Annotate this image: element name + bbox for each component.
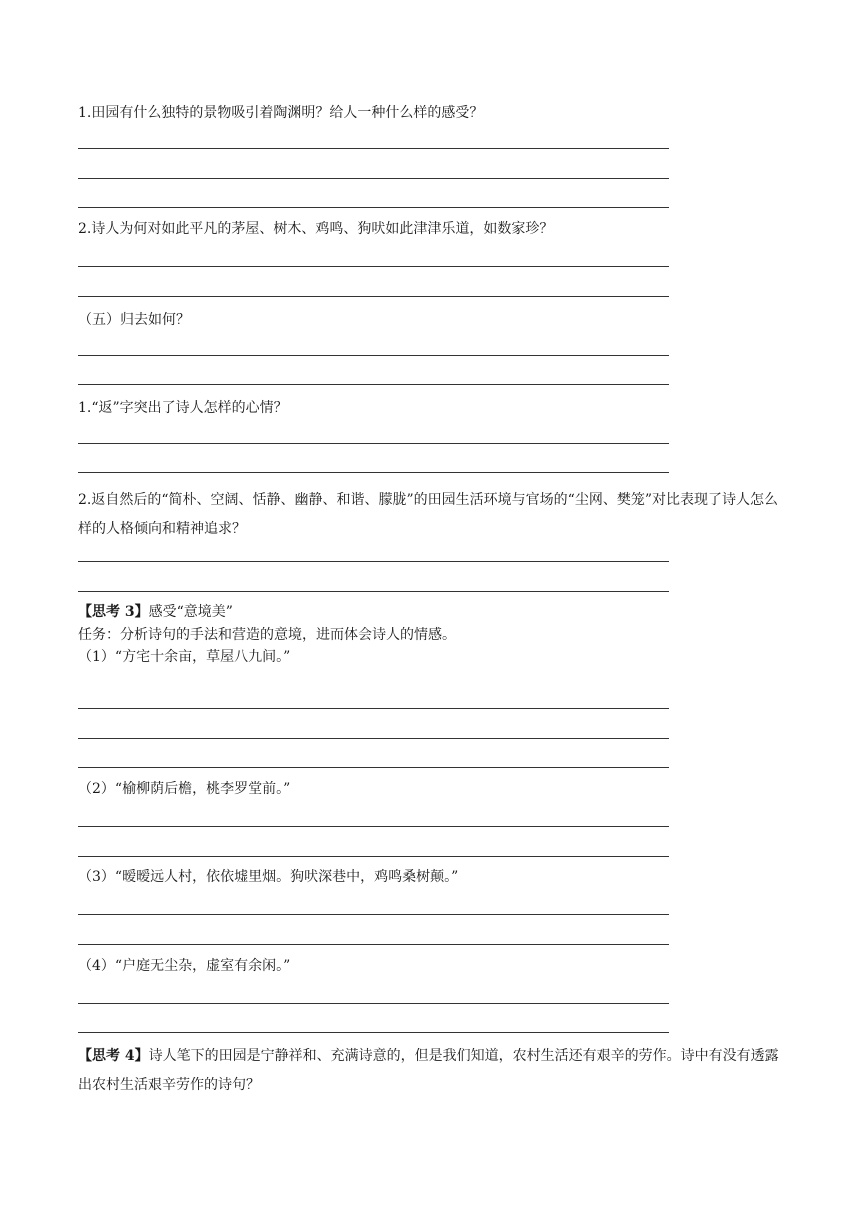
answer-line — [78, 944, 669, 945]
poem-line-1: （1）“方宅十余亩，草屋八九间。” — [78, 649, 291, 665]
answer-line — [78, 178, 669, 179]
think-3-tag: 【思考 3】 — [78, 604, 149, 620]
question-1: 1.田园有什么独特的景物吸引着陶渊明？给人一种什么样的感受？ — [78, 105, 484, 121]
section-5-heading: （五）归去如何？ — [78, 312, 190, 328]
answer-line — [78, 1032, 669, 1033]
answer-line — [78, 767, 669, 768]
answer-line — [78, 561, 669, 562]
think-4-body: 诗人笔下的田园是宁静祥和、充满诗意的，但是我们知道，农村生活还有艰辛的劳作。诗中有没有透露出农村生活艰辛劳作的诗句？ — [78, 1048, 779, 1093]
answer-line — [78, 708, 669, 709]
think-3-title: 感受“意境美” — [148, 604, 233, 620]
answer-line — [78, 856, 669, 857]
question-4: 2.返自然后的“简朴、空阔、恬静、幽静、和谐、朦胧”的田园生活环境与官场的“尘网、樊笼”对比表现了诗人怎么样的人格倾向和精神追求？ — [78, 492, 778, 537]
poem-line-2: （2）“榆柳荫后檐，桃李罗堂前。” — [78, 781, 291, 797]
answer-line — [78, 826, 669, 827]
task-text: 任务：分析诗句的手法和营造的意境，进而体会诗人的情感。 — [78, 627, 456, 643]
answer-line — [78, 443, 669, 444]
think-4-tag: 【思考 4】 — [78, 1048, 149, 1064]
poem-line-3: （3）“暧暧远人村，依依墟里烟。狗吠深巷中，鸡鸣桑树颠。” — [78, 869, 459, 885]
answer-line — [78, 1003, 669, 1004]
answer-line — [78, 384, 669, 385]
question-2: 2.诗人为何对如此平凡的茅屋、树木、鸡鸣、狗吠如此津津乐道，如数家珍？ — [78, 221, 554, 237]
think-4-paragraph — [78, 1042, 786, 1100]
answer-line — [78, 472, 669, 473]
question-3: 1.“返”字突出了诗人怎样的心情？ — [78, 400, 288, 416]
answer-line — [78, 207, 669, 208]
answer-line — [78, 296, 669, 297]
poem-line-4: （4）“户庭无尘杂，虚室有余闲。” — [78, 958, 291, 974]
answer-line — [78, 591, 669, 592]
answer-line — [78, 355, 669, 356]
answer-line — [78, 148, 669, 149]
answer-line — [78, 738, 669, 739]
answer-line — [78, 266, 669, 267]
answer-line — [78, 914, 669, 915]
think-3-heading — [78, 602, 233, 622]
